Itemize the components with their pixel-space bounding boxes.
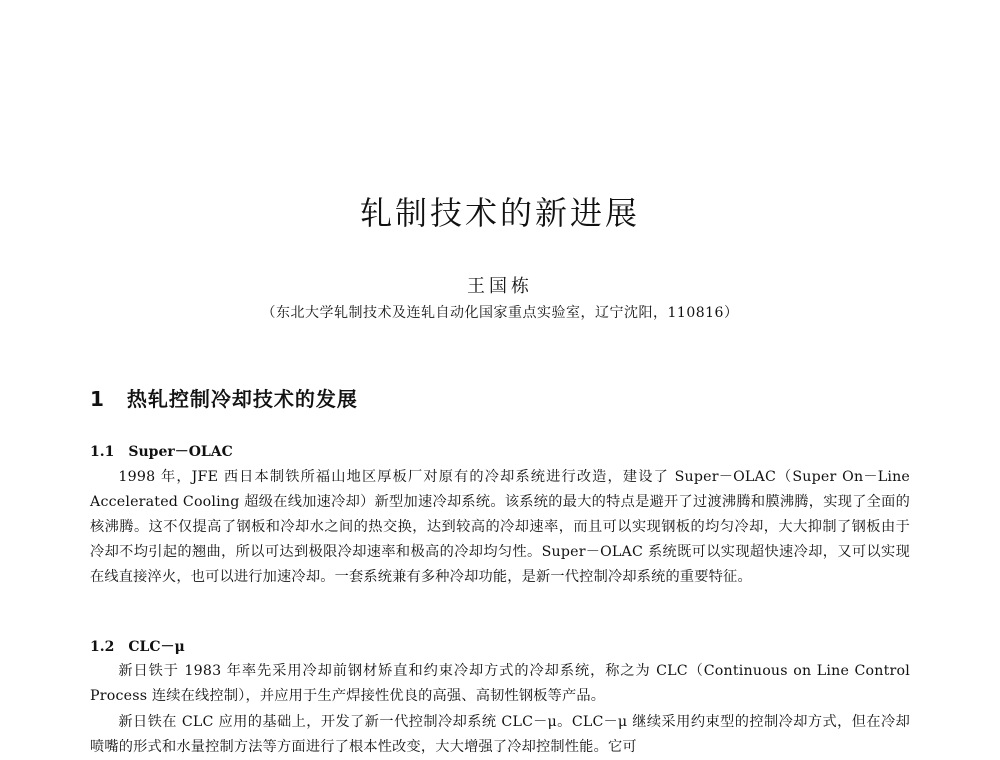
subsection-number: 1.2	[90, 639, 115, 655]
section-heading	[90, 383, 358, 412]
subsection-title: Super－OLAC	[128, 444, 233, 460]
subsection-heading-1-1	[90, 441, 233, 461]
author-name: 王国栋	[467, 276, 533, 297]
paper-title: 轧制技术的新进展	[359, 194, 640, 232]
subsection-title: CLC－μ	[128, 639, 185, 655]
body-paragraph: 新日铁在 CLC 应用的基础上，开发了新一代控制冷却系统 CLC－μ。CLC－μ 继续采用约束型的控制冷却方式，但在冷却喷嘴的形式和水量控制方法等方面进行了根本性改变，大大增强了冷却控制性能。它可	[90, 714, 910, 755]
section-number: 1	[90, 387, 105, 411]
section-title: 热轧控制冷却技术的发展	[126, 387, 358, 411]
author-affiliation: （东北大学轧制技术及连轧自动化国家重点实验室，辽宁沈阳，110816）	[261, 305, 739, 321]
subsection-heading-1-2	[90, 636, 185, 656]
body-paragraph: 新日铁于 1983 年率先采用冷却前钢材矫直和约束冷却方式的冷却系统，称之为 CLC（Continuous on Line Control Process 连续在线控制），并应用于生产焊接性优良的高强、高韧性钢板等产品。	[90, 663, 910, 704]
body-paragraph: 1998 年，JFE 西日本制铁所福山地区厚板厂对原有的冷却系统进行改造，建设了 Super－OLAC（Super On－Line Accelerated Cooling 超级在线加速冷却）新型加速冷却系统。该系统的最大的特点是避开了过渡沸腾和膜沸腾，实现了全面的核沸腾。这不仅提高了钢板和冷却水之间的热交换，达到较高的冷却速率，而且可以实现钢板的均匀冷却，大大抑制了钢板由于冷却不均引起的翘曲，所以可达到极限冷却速率和极高的冷却均匀性。Super－OLAC 系统既可以实现超快速冷却，又可以实现在线直接淬火，也可以进行加速冷却。一套系统兼有多种冷却功能，是新一代控制冷却系统的重要特征。	[90, 469, 910, 585]
subsection-number: 1.1	[90, 444, 115, 460]
